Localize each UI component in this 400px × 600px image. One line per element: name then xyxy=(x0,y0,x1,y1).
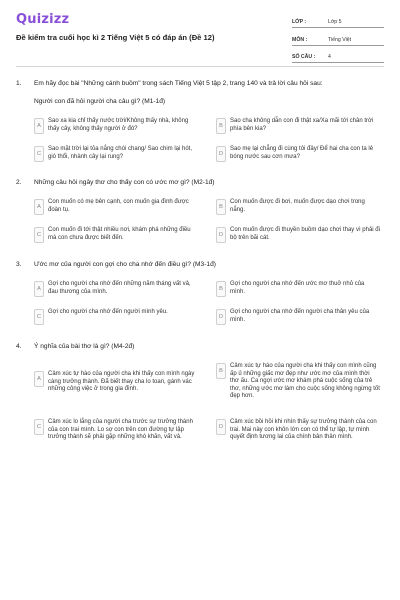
option-c[interactable] xyxy=(34,419,198,442)
option-d[interactable] xyxy=(216,309,380,325)
option-letter-box: B xyxy=(216,363,226,379)
meta-table xyxy=(292,14,384,67)
question-text: Em hãy đọc bài "Những cánh buồm" trong sách Tiếng Việt 5 tập 2, trang 140 và trả lời câu hỏi sau: xyxy=(34,80,323,87)
header-divider xyxy=(16,66,384,67)
option-letter-box: D xyxy=(216,419,226,435)
option-letter-box: A xyxy=(34,118,44,134)
meta-row-class xyxy=(292,14,384,28)
option-a[interactable] xyxy=(34,118,198,134)
option-c[interactable] xyxy=(34,227,198,243)
option-text: Con muốn được đi thuyền buồm dạo chơi thay vì phải đi bộ trên bãi cát. xyxy=(230,227,380,241)
option-d[interactable] xyxy=(216,146,380,162)
option-letter-box: D xyxy=(216,227,226,243)
option-letter-box: B xyxy=(216,281,226,297)
option-text: Con muốn có mẹ bên cạnh, con muốn gia đình được đoàn tụ. xyxy=(48,199,189,213)
meta-value: 4 xyxy=(328,54,331,60)
meta-key: LỚP : xyxy=(292,19,307,25)
option-letter-box: C xyxy=(34,227,44,243)
question-number: 1. xyxy=(16,80,22,87)
option-d[interactable] xyxy=(216,419,380,442)
option-text: Gợi cho người cha nhớ đến những năm tháng vất vả, đau thương của mình. xyxy=(48,281,191,295)
option-text: Sao cha không dẫn con đi thật xa/Xa mãi tới chân trời phía bên kia? xyxy=(230,118,374,132)
document-title: Đề kiểm tra cuối học kì 2 Tiếng Việt 5 có đáp án (Đề 12) xyxy=(16,33,215,42)
option-text: Gợi cho người cha nhớ đến người mình yêu. xyxy=(48,309,168,315)
question-text: Ý nghĩa của bài thơ là gì? (M4-2đ) xyxy=(34,343,135,350)
option-letter-box: B xyxy=(216,199,226,215)
question-text: Ước mơ của người con gợi cho cha nhớ đến điều gì? (M3-1đ) xyxy=(34,261,216,268)
option-text: Sao xa kia chỉ thấy nước trời/Không thấy nhà, không thấy cây, không thấy người ở đó? xyxy=(48,118,189,132)
option-c[interactable] xyxy=(34,309,198,325)
option-a[interactable] xyxy=(34,199,198,215)
option-text: Cảm xúc tự hào của người cha khi thấy con mình ngày càng trưởng thành. Đã biết thay cha lo toan, gánh vác những công việc ở trong gia đình. xyxy=(48,371,195,393)
option-text: Con muốn đi tới thật nhiều nơi, khám phá những điều mà con chưa được biết đến. xyxy=(48,227,191,241)
option-text: Cảm xúc bồi hồi khi nhìn thấy sự trưởng thành của con trai. Mai này con khôn lớn con có thể tự lập, tự mình quyết định tương lai của chính bản thân mình. xyxy=(230,419,377,441)
option-letter-box: C xyxy=(34,146,44,162)
option-b[interactable] xyxy=(216,281,380,297)
option-text: Sao mẹ lại chẳng đi cùng tôi đây/ Để hai cha con ta lẻ bóng nước sau cơn mưa? xyxy=(230,146,374,160)
option-a[interactable] xyxy=(34,281,198,297)
option-letter-box: D xyxy=(216,146,226,162)
option-letter-box: A xyxy=(34,199,44,215)
question-number: 4. xyxy=(16,343,22,350)
option-letter-box: C xyxy=(34,419,44,435)
meta-row-subject xyxy=(292,32,384,46)
option-text: Gợi cho người cha nhớ đến người cha thân yêu của mình. xyxy=(230,309,370,323)
option-letter-box: A xyxy=(34,371,44,387)
question-number: 3. xyxy=(16,261,22,268)
option-letter-box: B xyxy=(216,118,226,134)
option-text: Con muốn được đi bơi, muốn được dạo chơi trong nắng. xyxy=(230,199,365,213)
question-number: 2. xyxy=(16,179,22,186)
option-d[interactable] xyxy=(216,227,380,243)
option-text: Cảm xúc tự hào của người cha khi thấy con mình cũng ấp ủ những giấc mơ đẹp như ước mơ của mình thời thơ ấu. Ca ngợi ước mơ khám phá cuộc sống của trẻ thơ, những ước mơ làm cho cuộc sống không ngừng tốt đẹp hơn. xyxy=(230,363,380,400)
question-subtext: Người con đã hỏi người cha câu gì? (M1-1đ) xyxy=(34,98,166,105)
meta-key: SỐ CÂU : xyxy=(292,54,316,60)
option-text: Gợi cho người cha nhớ đến ước mơ thuở nhỏ của mình. xyxy=(230,281,365,295)
option-text: Cảm xúc lo lắng của người cha trước sự trưởng thành của con trai mình. Lo sợ con trên con đường tự lập trưởng thành sẽ phải gặp những khó khăn, vất vả. xyxy=(48,419,193,441)
option-letter-box: A xyxy=(34,281,44,297)
brand-logo: Quizizz xyxy=(16,12,70,27)
option-letter-box: C xyxy=(34,309,44,325)
option-letter-box: D xyxy=(216,309,226,325)
option-text: Sao mặt trời lại tỏa nắng chói chang/ Sao chim lại hót, gió thổi, nhành cây lại rung? xyxy=(48,146,193,160)
meta-value: Lớp 5 xyxy=(328,19,342,25)
meta-row-count xyxy=(292,49,384,63)
option-a[interactable] xyxy=(34,371,198,394)
question-text: Những câu hỏi ngây thơ cho thấy con có ước mơ gì? (M2-1đ) xyxy=(34,179,215,186)
option-c[interactable] xyxy=(34,146,198,162)
meta-key: MÔN : xyxy=(292,36,308,43)
option-b[interactable] xyxy=(216,118,380,134)
option-b[interactable] xyxy=(216,363,380,401)
meta-value: Tiếng Việt xyxy=(328,36,352,43)
option-b[interactable] xyxy=(216,199,380,215)
